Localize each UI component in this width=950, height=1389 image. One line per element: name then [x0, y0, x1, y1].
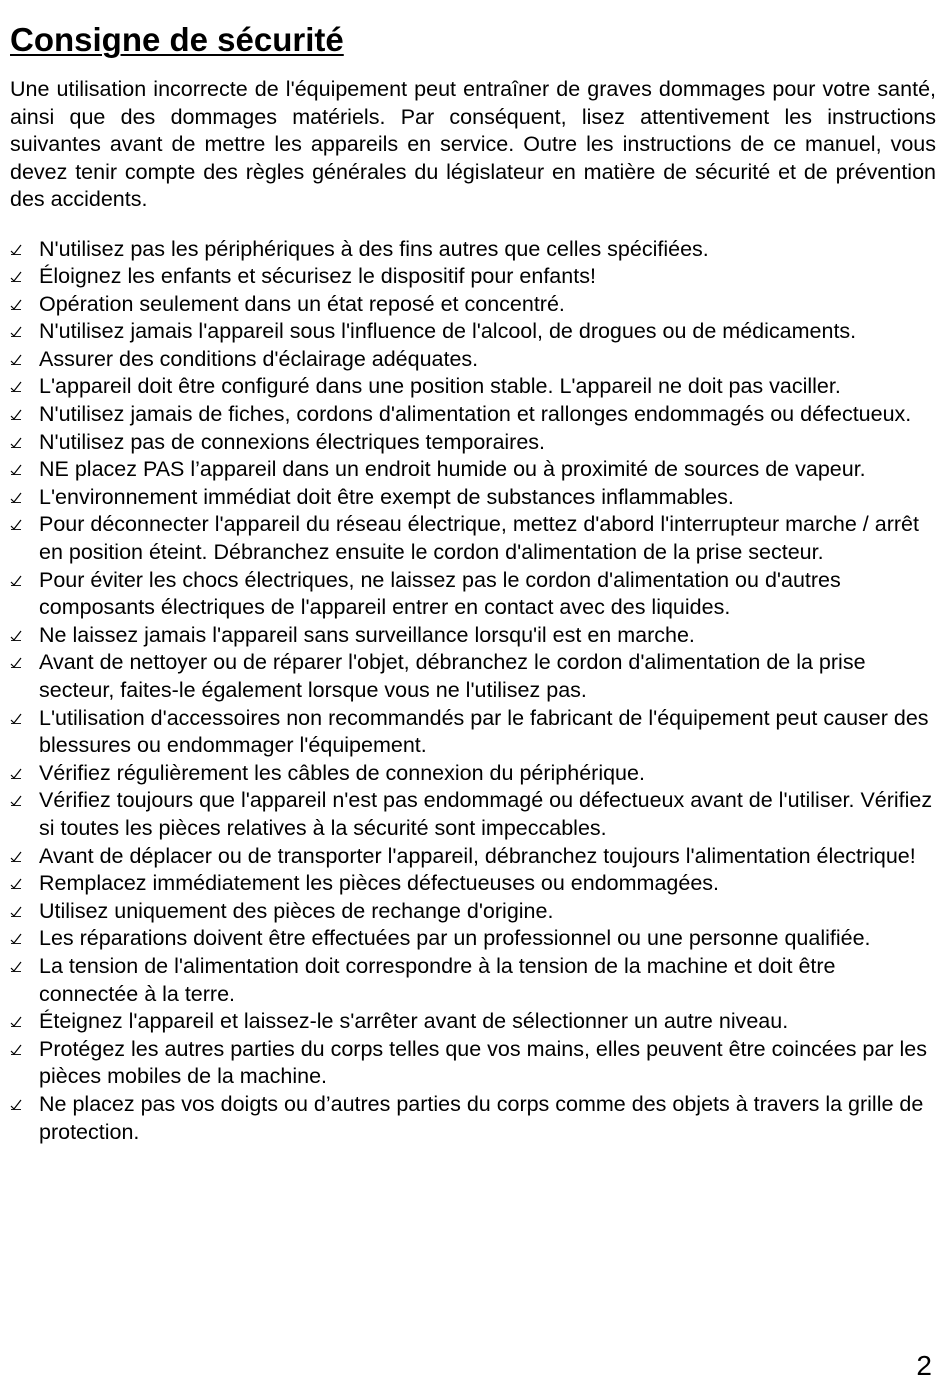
list-item	[10, 291, 936, 319]
check-pencil-icon	[10, 491, 23, 504]
list-item	[10, 511, 936, 566]
list-item-text: Les réparations doivent être effectuées par un professionnel ou une personne qualifiée.	[39, 926, 871, 951]
list-item-text: L'environnement immédiat doit être exempt de substances inflammables.	[39, 484, 734, 509]
page-title: Consigne de sécurité	[10, 21, 344, 58]
check-pencil-icon	[10, 1015, 23, 1028]
list-item	[10, 843, 936, 871]
list-item-text: Avant de déplacer ou de transporter l'appareil, débranchez toujours l'alimentation électrique!	[39, 843, 916, 868]
check-pencil-icon	[10, 877, 23, 890]
check-pencil-icon	[10, 905, 23, 918]
list-item-text: Pour déconnecter l'appareil du réseau électrique, mettez d'abord l'interrupteur marche / arrêt en position éteint. Débranchez ensuite le cordon d'alimentation de la prise secteur.	[39, 512, 919, 565]
check-pencil-icon	[10, 436, 23, 449]
list-item	[10, 622, 936, 650]
list-item	[10, 1008, 936, 1036]
safety-instructions-list	[10, 236, 936, 1147]
list-item-text: Vérifiez toujours que l'appareil n'est pas endommagé ou défectueux avant de l'utiliser. Vérifiez si toutes les pièces relatives à la sécurité sont impeccables.	[39, 788, 933, 840]
list-item	[10, 705, 936, 760]
list-item-text: Protégez les autres parties du corps telles que vos mains, elles peuvent être coincées par les pièces mobiles de la machine.	[39, 1036, 927, 1089]
list-item	[10, 429, 936, 457]
check-pencil-icon	[10, 243, 23, 256]
check-pencil-icon	[10, 353, 23, 366]
list-item	[10, 953, 936, 1008]
list-item	[10, 373, 936, 401]
list-item	[10, 401, 936, 429]
list-item-text: Utilisez uniquement des pièces de rechange d'origine.	[39, 898, 554, 923]
check-pencil-icon	[10, 629, 23, 642]
list-item-text: La tension de l'alimentation doit correspondre à la tension de la machine et doit être connectée à la terre.	[39, 953, 836, 1006]
list-item-text: Remplacez immédiatement les pièces défectueuses ou endommagées.	[39, 871, 720, 896]
check-pencil-icon	[10, 325, 23, 338]
list-item	[10, 787, 936, 842]
check-pencil-icon	[10, 850, 23, 863]
list-item	[10, 649, 936, 704]
list-item	[10, 1091, 936, 1146]
check-pencil-icon	[10, 767, 23, 780]
list-item-text: Avant de nettoyer ou de réparer l'objet, débranchez le cordon d'alimentation de la prise secteur, faites-le également lorsque vous ne l'utilisez pas.	[39, 650, 866, 702]
check-pencil-icon	[10, 574, 23, 587]
list-item-text: L'appareil doit être configuré dans une position stable. L'appareil ne doit pas vaciller.	[39, 374, 841, 399]
intro-paragraph: Une utilisation incorrecte de l'équipement peut entraîner de graves dommages pour votre santé, ainsi que des dommages matériels. Par conséquent, lisez attentivement les instructions suivantes avant de mettre les appareils en service. Outre les instructions de ce manuel, vous devez tenir compte des règles générales du législateur en matière de sécurité et de prévention des accidents.	[10, 77, 936, 211]
list-item	[10, 263, 936, 291]
list-item-text: N'utilisez jamais de fiches, cordons d'alimentation et rallonges endommagés ou défectueux.	[39, 402, 912, 427]
list-item-text: Éloignez les enfants et sécurisez le dispositif pour enfants!	[39, 264, 596, 289]
list-item-text: Ne laissez jamais l'appareil sans surveillance lorsqu'il est en marche.	[39, 622, 695, 647]
check-pencil-icon	[10, 463, 23, 476]
list-item-text: Vérifiez régulièrement les câbles de connexion du périphérique.	[39, 760, 645, 785]
check-pencil-icon	[10, 794, 23, 807]
list-item-text: L'utilisation d'accessoires non recommandés par le fabricant de l'équipement peut causer des blessures ou endommager l'équipement.	[39, 705, 929, 758]
list-item	[10, 236, 936, 264]
check-pencil-icon	[10, 932, 23, 945]
list-item-text: N'utilisez pas de connexions électriques temporaires.	[39, 429, 546, 454]
page-number: 2	[916, 1350, 932, 1381]
list-item	[10, 567, 936, 622]
check-pencil-icon	[10, 380, 23, 393]
list-item	[10, 760, 936, 788]
list-item-text: Opération seulement dans un état reposé et concentré.	[39, 291, 565, 316]
list-item	[10, 346, 936, 374]
list-item	[10, 1036, 936, 1091]
check-pencil-icon	[10, 408, 23, 421]
check-pencil-icon	[10, 712, 23, 725]
check-pencil-icon	[10, 518, 23, 531]
check-pencil-icon	[10, 298, 23, 311]
check-pencil-icon	[10, 1098, 23, 1111]
list-item	[10, 318, 936, 346]
list-item	[10, 484, 936, 512]
list-item-text: NE placez PAS l’appareil dans un endroit humide ou à proximité de sources de vapeur.	[39, 457, 866, 482]
list-item	[10, 870, 936, 898]
list-item-text: N'utilisez pas les périphériques à des fins autres que celles spécifiées.	[39, 236, 709, 261]
check-pencil-icon	[10, 270, 23, 283]
list-item	[10, 456, 936, 484]
check-pencil-icon	[10, 656, 23, 669]
list-item-text: N'utilisez jamais l'appareil sous l'influence de l'alcool, de drogues ou de médicaments.	[39, 319, 857, 344]
list-item-text: Pour éviter les chocs électriques, ne laissez pas le cordon d'alimentation ou d'autres composants électriques de l'appareil entrer en contact avec des liquides.	[39, 567, 841, 620]
check-pencil-icon	[10, 1043, 23, 1056]
list-item	[10, 898, 936, 926]
list-item-text: Assurer des conditions d'éclairage adéquates.	[39, 346, 479, 371]
document-page	[10, 18, 936, 1146]
check-pencil-icon	[10, 960, 23, 973]
list-item-text: Éteignez l'appareil et laissez-le s'arrêter avant de sélectionner un autre niveau.	[39, 1009, 789, 1034]
list-item-text: Ne placez pas vos doigts ou d’autres parties du corps comme des objets à travers la grille de protection.	[39, 1091, 924, 1144]
list-item	[10, 925, 936, 953]
